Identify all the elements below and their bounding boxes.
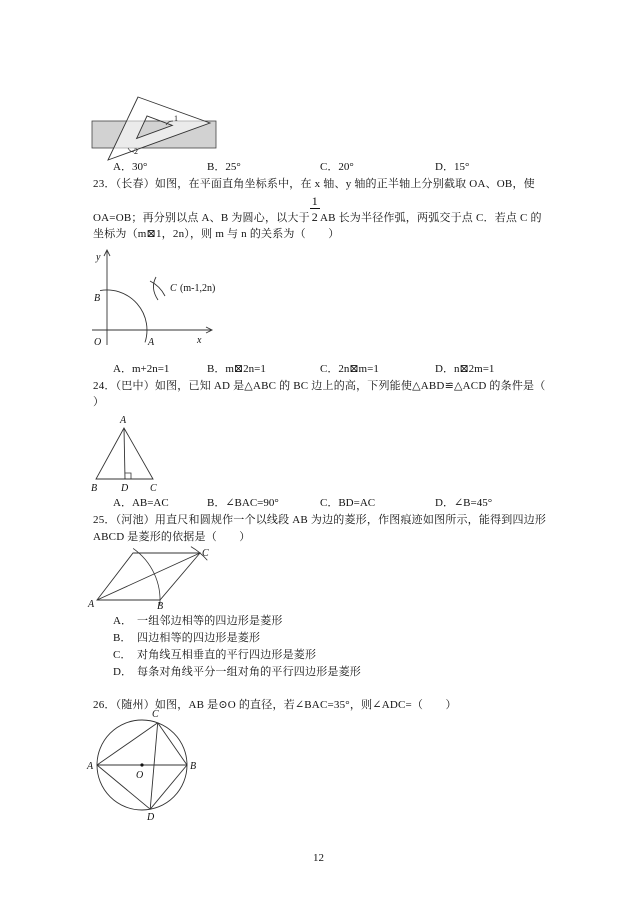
altitude-ad [124,428,125,479]
ruler-figure [88,92,223,164]
point-d-label: D [121,483,129,494]
chord-cd [150,723,158,809]
option-d-text: 每条对角线平分一组对角的平行四边形是菱形 [137,666,361,678]
point-d-label: D [147,812,155,823]
angle-2-label: 2 [134,147,138,156]
y-axis-label: y [96,252,101,263]
triangle-figure [88,412,170,494]
fraction-one-half [311,194,319,225]
coordinate-figure [88,244,238,348]
option-a: A．m+2n=1 [113,363,170,375]
option-d: D．∠B=45° [435,497,493,509]
chord-cb [158,723,187,765]
option-b-text: 四边相等的四边形是菱形 [137,632,261,644]
option-a-text: 一组邻边相等的四边形是菱形 [137,615,283,627]
fraction-numerator: 1 [311,194,318,208]
origin-label: O [94,337,102,348]
option-b: B．m⊠2n=1 [207,363,266,375]
chord-ac [97,723,158,765]
diagonal-ac [97,553,200,600]
option-a-letter: A． [113,615,132,627]
option-a: A．AB=AC [113,497,169,509]
point-b-label: B [91,483,98,494]
option-a: A．30° [113,161,148,173]
arc-near-c-2 [150,281,165,296]
q23-line-3: 坐标为（m⊠1，2n），则 m 与 n 的关系为（ ） [93,228,340,240]
x-axis-label: x [197,335,202,346]
point-a-label: A [88,599,95,610]
point-c-coordinates: (m-1,2n) [180,283,216,294]
q23-line-2-after: AB 长为半径作弧，两弧交于点 C．若点 C 的 [319,212,542,224]
point-a-label: A [87,761,94,772]
point-b-label: B [94,293,101,304]
point-c-label: C [202,548,209,559]
option-c: C．BD=AC [320,497,376,509]
arc-near-c-1 [153,277,158,300]
option-c-letter: C． [113,649,132,661]
q26-line-1: 26．（随州）如图，AB 是⊙O 的直径，若∠BAC=35°，则∠ADC=（ ） [93,699,457,711]
fraction-denominator: 2 [311,210,318,224]
option-b: B．25° [207,161,241,173]
option-d-letter: D． [113,666,132,678]
circle-figure [86,707,202,823]
q23-line-2 [93,194,542,225]
point-c-label: C [170,283,177,294]
q24-line-2: ） [93,396,105,408]
point-c-label: C [152,709,159,720]
point-b-label: B [157,601,164,612]
q24-line-1: 24．（巴中）如图，已知 AD 是△ABC 的 BC 边上的高，下列能使△ABD≌△ACD 的条件是（ [93,380,546,392]
point-c-label: C [150,483,157,494]
page-number: 12 [313,852,324,864]
option-c: C．20° [320,161,354,173]
point-a-label: A [120,415,127,426]
option-d: D．n⊠2m=1 [435,363,495,375]
option-c: C．2n⊠m=1 [320,363,379,375]
center-dot [140,763,143,766]
q25-line-1: 25．（河池）用直尺和圆规作一个以线段 AB 为边的菱形，作图痕迹如图所示，能得到四边形 [93,514,547,526]
point-a-label: A [148,337,155,348]
q23-line-1: 23．（长春）如图，在平面直角坐标系中，在 x 轴、y 轴的正半轴上分别截取 OA、OB，使 [93,178,535,190]
option-b: B．∠BAC=90° [207,497,279,509]
point-b-label: B [190,761,197,772]
q23-line-2-before: OA=OB；再分别以点 A、B 为圆心，以大于 [93,212,310,224]
center-o-label: O [136,770,144,781]
q25-line-2: ABCD 是菱形的依据是（ ） [93,531,251,543]
rhombus-figure [88,545,218,611]
angle-1-label: 1 [174,114,178,123]
option-c-text: 对角线互相垂直的平行四边形是菱形 [137,649,317,661]
right-angle-mark [125,473,131,479]
option-d: D．15° [435,161,470,173]
option-b-letter: B． [113,632,132,644]
